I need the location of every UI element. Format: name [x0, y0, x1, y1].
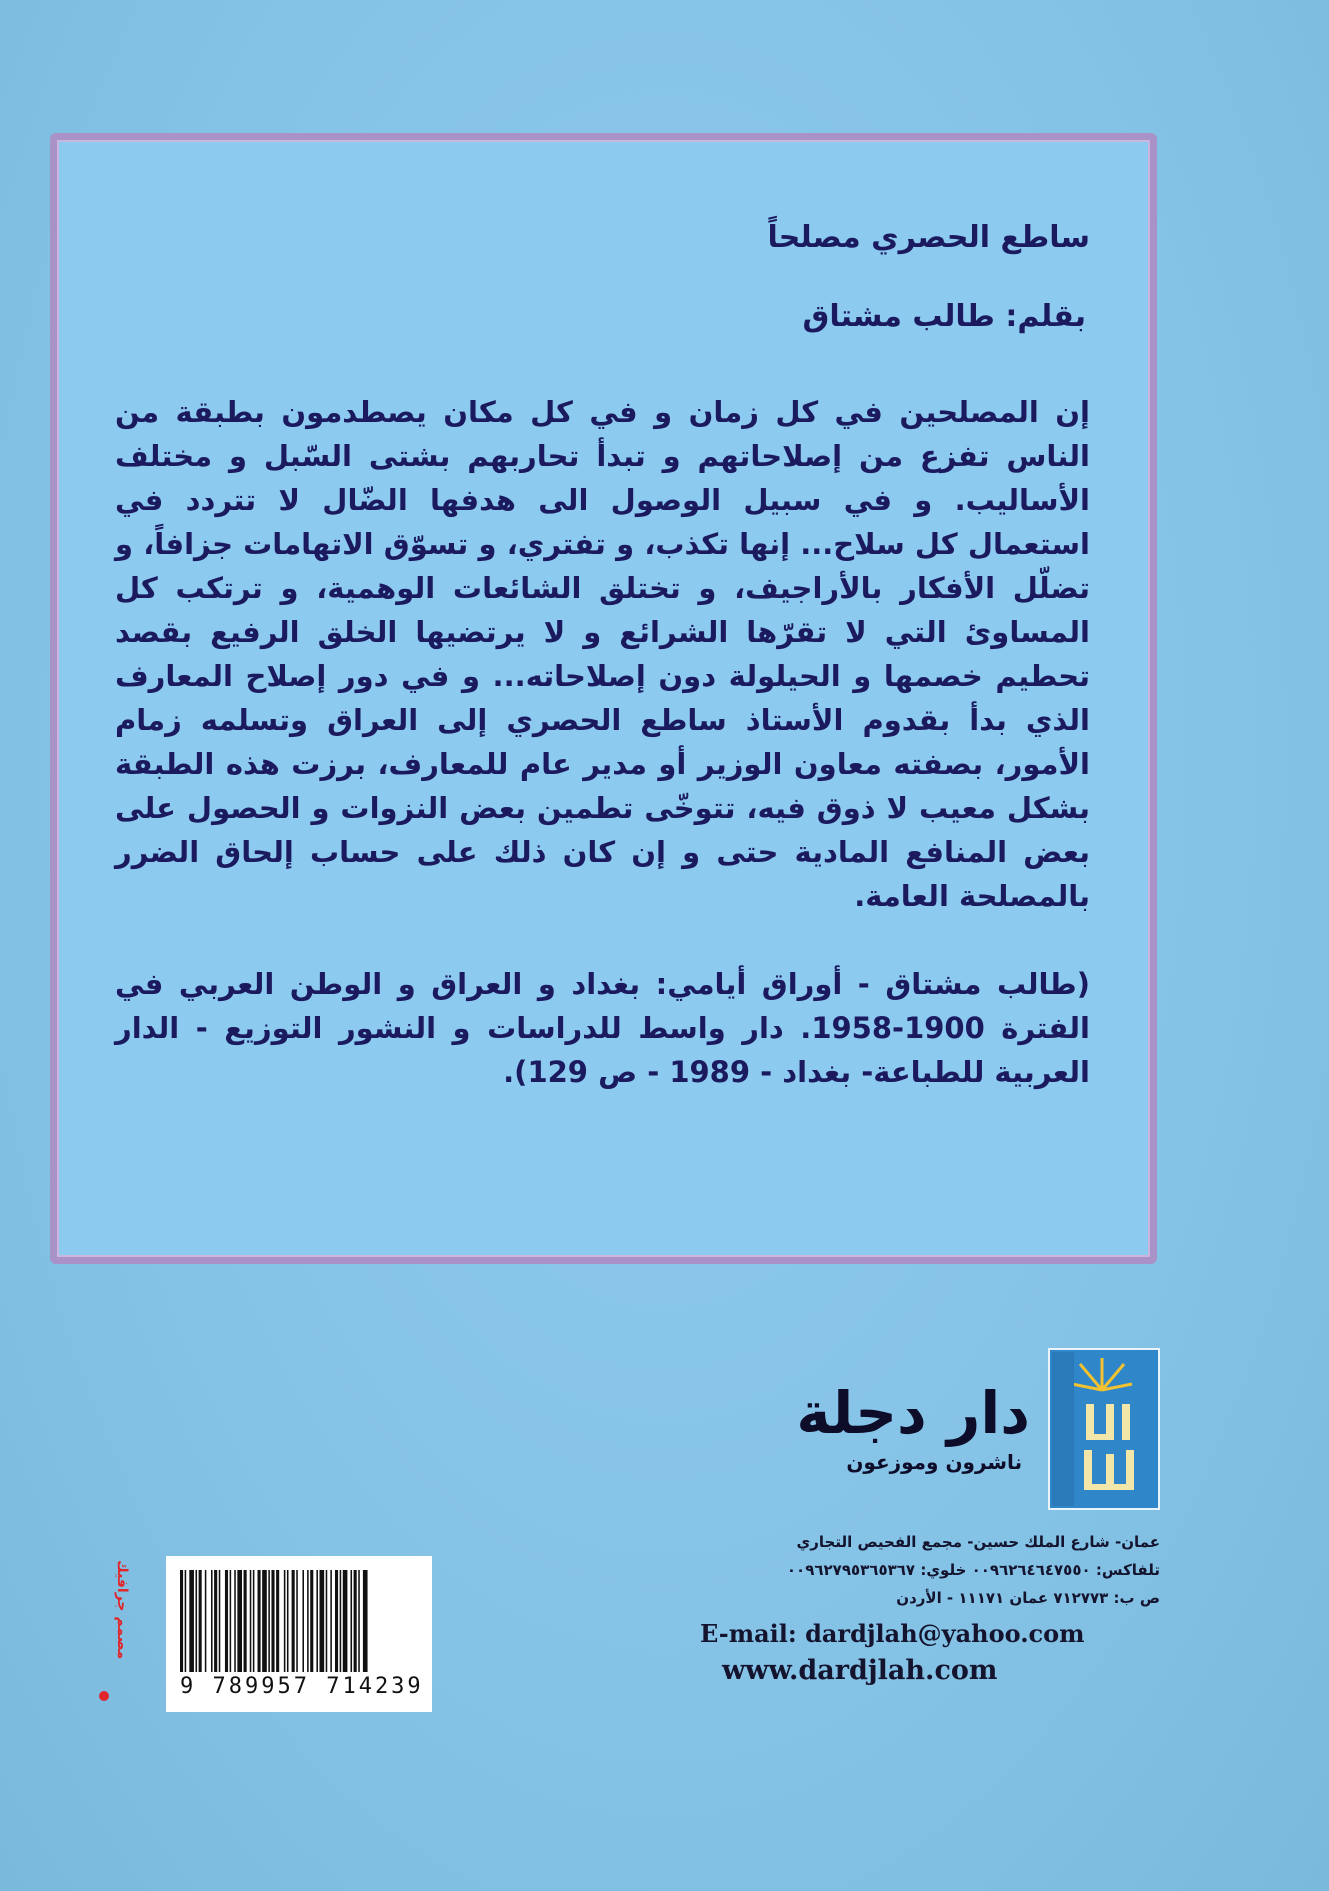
barcode-bar: [237, 1570, 242, 1672]
barcode-bar: [219, 1570, 221, 1672]
publisher-pobox: ص ب: ٧١٢٧٧٣ عمان ١١١٧١ - الأردن: [896, 1589, 1160, 1607]
barcode-bar: [271, 1570, 274, 1672]
publisher-address: عمان- شارع الملك حسين- مجمع الفحيص التجاري: [796, 1533, 1160, 1551]
logo-graphic-icon: [1050, 1350, 1158, 1508]
barcode-bar: [276, 1570, 279, 1672]
barcode-bar: [214, 1570, 217, 1672]
barcode-bars-icon: [180, 1570, 422, 1672]
publisher-wordmark: [796, 1348, 1030, 1474]
barcode-bar: [340, 1570, 342, 1672]
barcode-bar: [351, 1570, 353, 1672]
barcode-bar: [287, 1570, 289, 1672]
barcode-bar: [310, 1570, 313, 1672]
publisher-email: E-mail: dardjlah@yahoo.com: [700, 1619, 1085, 1648]
barcode-bar: [211, 1570, 213, 1672]
barcode-bar: [185, 1570, 187, 1672]
blurb-body: إن المصلحين في كل زمان و في كل مكان يصطدمون بطبقة من الناس تفزع من إصلاحاتهم و تبدأ تحاربهم بشتى السّبل و مختلف الأساليب. و في سبيل الوصول الى هدفها الضّال لا تتردد في استعمال كل سلاح... إنها تكذب، و تفتري، و تسوّق الاتهامات جزافاً، و تضلّل الأفكار بالأراجيف، و تختلق الشائعات الوهمية، و ترتكب كل المساوئ التي لا تقرّها الشرائع و لا يرتضيها الخلق الرفيع بقصد تحطيم خصمها و الحيلولة دون إصلاحاته... و في دور إصلاح المعارف الذي بدأ بقدوم الأستاذ ساطع الحصري إلى العراق وتسلمه زمام الأمور، بصفته معاون الوزير أو مدير عام للمعارف، برزت هذه الطبقة بشكل معيب لا ذوق فيه، تتوخّى تطمين بعض النزوات و الحصول على بعض المنافع المادية حتى و إن كان ذلك على حساب إلحاق الضرر بالمصلحة العامة.: [115, 395, 1090, 913]
barcode-bar: [320, 1570, 325, 1672]
barcode-bar: [199, 1570, 202, 1672]
publisher-website: www.dardjlah.com: [722, 1655, 998, 1686]
publisher-logo-icon: [1048, 1348, 1160, 1510]
barcode-bar: [196, 1570, 198, 1672]
barcode-bar: [253, 1570, 255, 1672]
barcode-bar: [234, 1570, 236, 1672]
designer-mark-text: مصمم جرافيك: [114, 1560, 130, 1660]
publisher-block: [700, 1348, 1160, 1690]
barcode-bar: [343, 1570, 348, 1672]
barcode-bar: [330, 1570, 332, 1672]
barcode-bar: [205, 1570, 207, 1672]
publisher-phone: تلفاكس: ٠٠٩٦٢٦٤٦٤٧٥٥٠ خلوي: ٠٠٩٦٢٧٩٥٣٦٥٣٦٧: [786, 1561, 1160, 1579]
barcode-bar: [268, 1570, 270, 1672]
barcode-bar: [225, 1570, 228, 1672]
barcode-bar: [284, 1570, 286, 1672]
barcode-bar: [189, 1570, 194, 1672]
barcode-bar: [326, 1570, 328, 1672]
publisher-tagline: ناشرون وموزعون: [846, 1450, 1023, 1474]
barcode-bar: [230, 1570, 232, 1672]
publisher-logo: [700, 1348, 1160, 1520]
designer-dot-icon: [99, 1691, 109, 1701]
barcode-bar: [244, 1570, 247, 1672]
publisher-contact: [700, 1528, 1160, 1690]
isbn-barcode: [166, 1556, 432, 1712]
barcode-bar: [316, 1570, 318, 1672]
barcode-bar: [180, 1570, 183, 1672]
publisher-name: دار دجلة: [796, 1379, 1030, 1447]
blurb-author: بقلم: طالب مشتاق: [802, 299, 1086, 334]
barcode-bar: [358, 1570, 360, 1672]
designer-mark: [92, 1560, 136, 1710]
barcode-bar: [335, 1570, 338, 1672]
barcode-digits: 9 789957 714239: [180, 1674, 424, 1699]
barcode-bar: [296, 1570, 298, 1672]
blurb-panel: [50, 133, 1157, 1264]
blurb-citation: (طالب مشتاق - أوراق أيامي: بغداد و العراق و الوطن العربي في الفترة 1900-1958. دار واسط للدراسات و النشور التوزيع - الدار العربية للطباعة- بغداد - 1989 - ص 129).: [115, 967, 1090, 1089]
blurb-title: ساطع الحصري مصلحاً: [767, 220, 1090, 255]
barcode-bar: [258, 1570, 261, 1672]
barcode-bar: [363, 1570, 368, 1672]
barcode-bar: [307, 1570, 309, 1672]
barcode-bar: [292, 1570, 295, 1672]
barcode-bar: [262, 1570, 267, 1672]
barcode-bar: [302, 1570, 304, 1672]
barcode-bar: [250, 1570, 252, 1672]
barcode-bar: [354, 1570, 357, 1672]
